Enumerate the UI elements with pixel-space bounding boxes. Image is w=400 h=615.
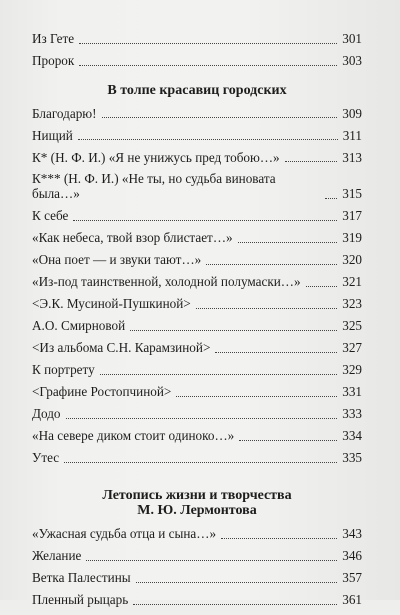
- entry-page-number: 313: [342, 149, 362, 165]
- section-heading-line-1: Летопись жизни и творчества: [102, 487, 292, 503]
- entry-title: <Из альбома С.Н. Карамзиной>: [32, 340, 211, 356]
- dot-leader: [196, 308, 338, 309]
- dot-leader: [133, 604, 337, 605]
- dot-leader: [79, 65, 337, 66]
- entry-title: «Из-под таинственной, холодной полумаски…»: [32, 274, 301, 290]
- toc-entry: [32, 571, 362, 586]
- section-heading: [32, 83, 362, 99]
- dot-leader: [285, 161, 338, 162]
- entry-title: Благодарю!: [32, 105, 97, 121]
- entry-title: Утес: [32, 449, 60, 465]
- dot-leader: [64, 462, 337, 463]
- toc-entry: [32, 385, 362, 400]
- toc-entry: [32, 407, 362, 422]
- entry-title: «Она поет — и звуки тают…»: [32, 252, 202, 268]
- entry-page-number: 329: [342, 362, 362, 377]
- toc-entry: [32, 527, 362, 542]
- dot-leader: [221, 538, 337, 539]
- dot-leader: [78, 139, 338, 140]
- entry-page-number: 331: [342, 383, 362, 399]
- entry-title: А.О. Смирновой: [32, 318, 126, 334]
- toc-entry: [32, 253, 362, 268]
- entry-page-number: 320: [342, 252, 362, 268]
- toc-entry: [32, 549, 362, 564]
- dot-leader: [100, 374, 338, 375]
- entry-page-number: 327: [342, 340, 362, 356]
- dot-leader: [102, 117, 338, 118]
- dot-leader: [176, 396, 337, 397]
- entry-title: Ветка Палестины: [32, 570, 131, 586]
- dot-leader: [73, 220, 337, 221]
- entry-title: Из Гете: [32, 31, 75, 46]
- entry-page-number: 343: [342, 526, 362, 542]
- dot-leader: [325, 198, 337, 199]
- toc-entry: [32, 319, 362, 334]
- table-of-contents: [32, 32, 362, 615]
- toc-entry: [32, 151, 362, 166]
- entry-title: Пророк: [32, 52, 75, 68]
- toc-entry: [32, 107, 362, 122]
- entry-page-number: 311: [342, 127, 362, 143]
- entry-page-number: 317: [342, 208, 362, 224]
- section-heading-line-2: М. Ю. Лермонтова: [137, 503, 257, 519]
- toc-entry: [32, 341, 362, 356]
- toc-entry: [32, 209, 362, 224]
- entry-page-number: 309: [342, 105, 362, 121]
- toc-entry: [32, 297, 362, 312]
- entry-title: «На севере диком стоит одиноко…»: [32, 427, 235, 443]
- entry-title: К* (Н. Ф. И.) «Я не унижусь пред тобою…»: [32, 149, 280, 165]
- entry-title: <Графине Ростопчиной>: [32, 383, 172, 399]
- entry-page-number: 301: [342, 31, 362, 46]
- entry-title: «Как небеса, твой взор блистает…»: [32, 230, 233, 246]
- entry-title: К*** (Н. Ф. И.) «Не ты, но судьба виновата была…»: [32, 171, 276, 202]
- toc-entry: [32, 429, 362, 444]
- section-heading-text: В толпе красавиц городских: [107, 82, 287, 98]
- dot-leader: [306, 286, 338, 287]
- entry-title: Пленный рыцарь: [32, 592, 129, 608]
- entry-page-number: 325: [342, 318, 362, 334]
- entry-title: К портрету: [32, 362, 95, 377]
- entry-page-number: 323: [342, 296, 362, 312]
- dot-leader: [136, 582, 338, 583]
- dot-leader: [79, 43, 337, 44]
- dot-leader: [238, 242, 338, 243]
- entry-page-number: 361: [342, 592, 362, 608]
- entry-page-number: 357: [342, 570, 362, 586]
- section-heading: [32, 488, 362, 520]
- entry-page-number: 335: [342, 449, 362, 465]
- entry-page-number: 315: [342, 186, 362, 202]
- toc-entry: [32, 231, 362, 246]
- entry-title: <Э.К. Мусиной-Пушкиной>: [32, 296, 191, 312]
- entry-title: Додо: [32, 405, 61, 421]
- dot-leader: [206, 264, 337, 265]
- toc-entry: [32, 451, 362, 466]
- entry-page-number: 303: [342, 52, 362, 68]
- entry-title: Нищий: [32, 127, 73, 143]
- dot-leader: [239, 440, 337, 441]
- entry-page-number: 319: [342, 230, 362, 246]
- toc-entry: [32, 129, 362, 144]
- entry-title: Желание: [32, 548, 82, 564]
- entry-page-number: 334: [342, 427, 362, 443]
- toc-entry: [32, 32, 362, 47]
- entry-page-number: 346: [342, 548, 362, 564]
- toc-entry: [32, 275, 362, 290]
- dot-leader: [130, 330, 337, 331]
- toc-entry: [32, 363, 362, 378]
- entry-page-number: 333: [342, 405, 362, 421]
- entry-title: «Ужасная судьба отца и сына…»: [32, 526, 217, 542]
- toc-entry: [32, 172, 362, 202]
- entry-title: К себе: [32, 208, 69, 224]
- dot-leader: [66, 418, 338, 419]
- dot-leader: [86, 560, 337, 561]
- dot-leader: [215, 352, 337, 353]
- toc-entry: [32, 54, 362, 69]
- entry-page-number: 321: [342, 274, 362, 290]
- toc-entry: [32, 593, 362, 608]
